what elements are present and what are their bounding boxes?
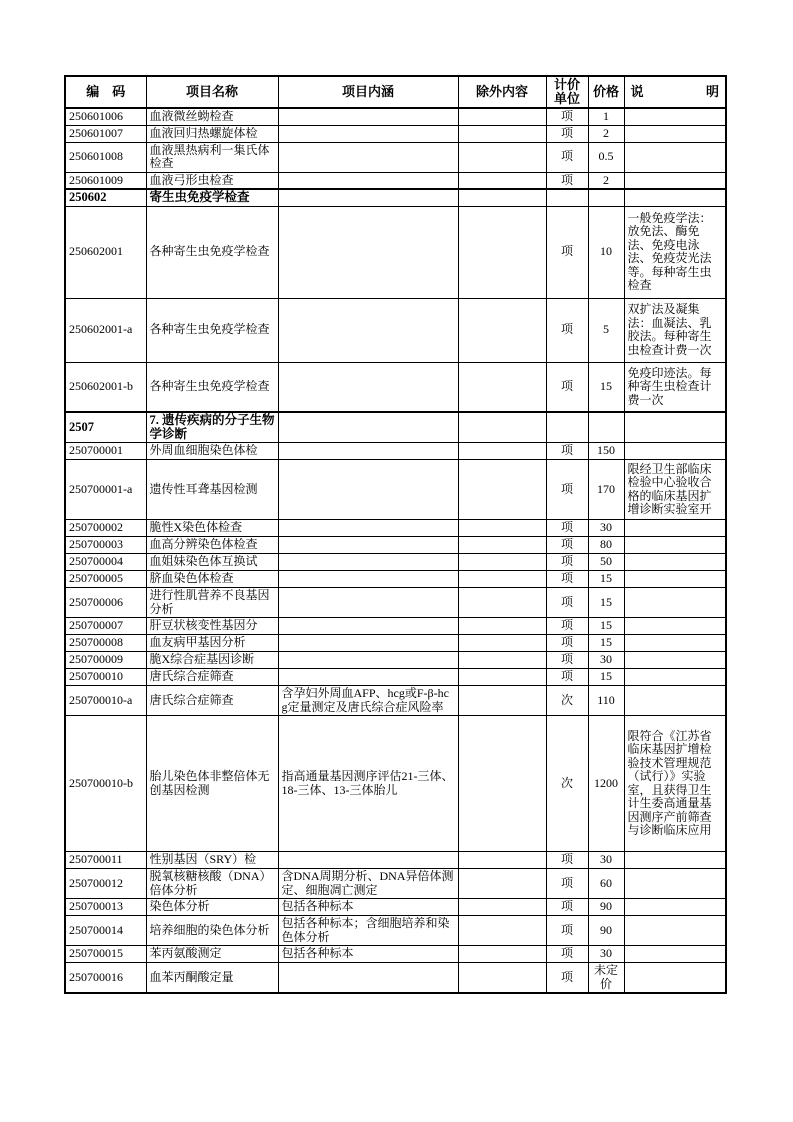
cell-price: 2	[588, 172, 624, 189]
cell-exclusion	[458, 520, 546, 537]
cell-price: 80	[588, 537, 624, 554]
cell-exclusion	[458, 635, 546, 652]
cell-name: 各种寄生虫免疫学检查	[146, 298, 278, 362]
cell-name: 胎儿染色体非整倍体无创基因检测	[146, 716, 278, 852]
cell-unit: 项	[546, 298, 588, 362]
cell-content: 包括各种标本；含细胞培养和染色体分析	[278, 916, 458, 946]
cell-price: 0.5	[588, 142, 624, 172]
cell-unit: 项	[546, 652, 588, 669]
cell-unit: 项	[546, 172, 588, 189]
cell-code: 250700010	[65, 669, 146, 686]
cell-content: 含DNA周期分析、DNA异倍体测定、细胞凋亡测定	[278, 869, 458, 899]
cell-unit: 项	[546, 571, 588, 588]
cell-unit: 次	[546, 716, 588, 852]
col-header-price: 价格	[588, 76, 624, 108]
cell-content: 包括各种标本	[278, 946, 458, 963]
cell-unit: 项	[546, 869, 588, 899]
cell-content: 指高通量基因测序评估21-三体、18-三体、13-三体胎儿	[278, 716, 458, 852]
cell-unit: 项	[546, 916, 588, 946]
cell-price: 30	[588, 852, 624, 869]
cell-note: 免疫印迹法。每种寄生虫检查计费一次	[624, 362, 726, 412]
cell-name: 性别基因（SRY）检	[146, 852, 278, 869]
cell-note	[624, 916, 726, 946]
cell-price: 150	[588, 443, 624, 460]
cell-content	[278, 142, 458, 172]
cell-name: 肝豆状核变性基因分	[146, 618, 278, 635]
cell-content	[278, 362, 458, 412]
cell-code: 250700009	[65, 652, 146, 669]
cell-price: 90	[588, 899, 624, 916]
cell-note	[624, 108, 726, 125]
cell-name: 脱氧核糖核酸（DNA）倍体分析	[146, 869, 278, 899]
cell-unit: 项	[546, 520, 588, 537]
cell-code: 250700004	[65, 554, 146, 571]
col-header-note: 说 明	[624, 76, 726, 108]
cell-name: 血姐妹染色体互换试	[146, 554, 278, 571]
table-row	[65, 537, 726, 554]
cell-content	[278, 298, 458, 362]
table-row	[65, 916, 726, 946]
cell-name: 各种寄生虫免疫学检查	[146, 206, 278, 298]
cell-price: 5	[588, 298, 624, 362]
cell-note	[624, 963, 726, 994]
cell-code: 250700002	[65, 520, 146, 537]
cell-name: 寄生虫免疫学检查	[146, 189, 278, 206]
cell-price: 30	[588, 652, 624, 669]
cell-note	[624, 520, 726, 537]
cell-price: 15	[588, 618, 624, 635]
cell-unit: 项	[546, 443, 588, 460]
cell-code: 250601009	[65, 172, 146, 189]
cell-note	[624, 571, 726, 588]
cell-unit: 项	[546, 460, 588, 520]
table-row	[65, 652, 726, 669]
cell-price	[588, 189, 624, 206]
cell-price: 10	[588, 206, 624, 298]
cell-exclusion	[458, 206, 546, 298]
cell-code: 250700014	[65, 916, 146, 946]
cell-price: 15	[588, 362, 624, 412]
section-row	[65, 412, 726, 443]
cell-exclusion	[458, 412, 546, 443]
cell-name: 血液黑热病利一集氏体检查	[146, 142, 278, 172]
cell-unit: 项	[546, 588, 588, 618]
cell-price: 50	[588, 554, 624, 571]
cell-content	[278, 172, 458, 189]
table-row	[65, 206, 726, 298]
cell-note: 限经卫生部临床检验中心验收合格的临床基因扩增诊断实验室开	[624, 460, 726, 520]
cell-note	[624, 686, 726, 716]
cell-unit	[546, 412, 588, 443]
cell-price	[588, 412, 624, 443]
cell-code: 250700006	[65, 588, 146, 618]
cell-note	[624, 125, 726, 142]
table-row	[65, 899, 726, 916]
cell-name: 血液微丝蚴检查	[146, 108, 278, 125]
cell-exclusion	[458, 916, 546, 946]
cell-price: 170	[588, 460, 624, 520]
cell-code: 250700003	[65, 537, 146, 554]
cell-content: 含孕妇外周血AFP、hcg或F-β-hcg定量测定及唐氏综合症风险率	[278, 686, 458, 716]
cell-unit: 项	[546, 142, 588, 172]
cell-content	[278, 669, 458, 686]
cell-exclusion	[458, 899, 546, 916]
cell-exclusion	[458, 172, 546, 189]
cell-price: 15	[588, 571, 624, 588]
table-row	[65, 460, 726, 520]
table-row	[65, 669, 726, 686]
cell-exclusion	[458, 460, 546, 520]
cell-code: 250700015	[65, 946, 146, 963]
cell-exclusion	[458, 142, 546, 172]
table-row	[65, 298, 726, 362]
header-row	[65, 76, 726, 108]
table-row	[65, 142, 726, 172]
cell-code: 250601008	[65, 142, 146, 172]
cell-code: 250602001	[65, 206, 146, 298]
cell-exclusion	[458, 108, 546, 125]
cell-exclusion	[458, 852, 546, 869]
cell-name: 血液弓形虫检查	[146, 172, 278, 189]
cell-name: 培养细胞的染色体分析	[146, 916, 278, 946]
table-row	[65, 172, 726, 189]
cell-price: 1200	[588, 716, 624, 852]
cell-unit: 项	[546, 852, 588, 869]
table-row	[65, 635, 726, 652]
cell-exclusion	[458, 963, 546, 994]
cell-note	[624, 189, 726, 206]
cell-code: 250700010-a	[65, 686, 146, 716]
cell-content	[278, 588, 458, 618]
cell-content	[278, 618, 458, 635]
cell-note	[624, 172, 726, 189]
cell-note	[624, 142, 726, 172]
cell-note	[624, 537, 726, 554]
cell-code: 250700013	[65, 899, 146, 916]
col-header-unit: 计价 单位	[546, 76, 588, 108]
cell-note: 一般免疫学法：放免法、酶免法、免疫电泳法、免疫荧光法等。每种寄生虫检查	[624, 206, 726, 298]
cell-unit: 项	[546, 537, 588, 554]
cell-content	[278, 206, 458, 298]
cell-content	[278, 189, 458, 206]
cell-exclusion	[458, 946, 546, 963]
cell-unit: 项	[546, 946, 588, 963]
cell-price: 15	[588, 635, 624, 652]
cell-note	[624, 852, 726, 869]
table-row	[65, 588, 726, 618]
cell-exclusion	[458, 869, 546, 899]
col-header-code: 编 码	[65, 76, 146, 108]
cell-exclusion	[458, 189, 546, 206]
cell-code: 250700010-b	[65, 716, 146, 852]
cell-name: 7. 遗传疾病的分子生物学诊断	[146, 412, 278, 443]
cell-content	[278, 635, 458, 652]
cell-code: 250700008	[65, 635, 146, 652]
cell-code: 250602001-b	[65, 362, 146, 412]
col-header-exclusion: 除外内容	[458, 76, 546, 108]
cell-note: 限符合《江苏省临床基因扩增检验技术管理规范（试行）》实验室，且获得卫生计生委高通量基因测序产前筛查与诊断临床应用	[624, 716, 726, 852]
cell-note	[624, 669, 726, 686]
cell-price: 60	[588, 869, 624, 899]
cell-code: 250700001-a	[65, 460, 146, 520]
cell-code: 250700016	[65, 963, 146, 994]
table-row	[65, 716, 726, 852]
cell-name: 脆性X染色体检查	[146, 520, 278, 537]
cell-name: 脐血染色体检查	[146, 571, 278, 588]
table-row	[65, 443, 726, 460]
cell-unit: 项	[546, 206, 588, 298]
table-row	[65, 554, 726, 571]
cell-content	[278, 554, 458, 571]
cell-price: 1	[588, 108, 624, 125]
cell-price: 未定价	[588, 963, 624, 994]
cell-code: 250700011	[65, 852, 146, 869]
cell-exclusion	[458, 669, 546, 686]
cell-code: 250601007	[65, 125, 146, 142]
cell-name: 血高分辨染色体检查	[146, 537, 278, 554]
cell-note	[624, 618, 726, 635]
cell-name: 脆X综合症基因诊断	[146, 652, 278, 669]
cell-content	[278, 520, 458, 537]
cell-note	[624, 635, 726, 652]
cell-content	[278, 460, 458, 520]
table-row	[65, 963, 726, 994]
table-row	[65, 520, 726, 537]
col-header-content: 项目内涵	[278, 76, 458, 108]
cell-name: 血友病甲基因分析	[146, 635, 278, 652]
table-row	[65, 618, 726, 635]
cell-note	[624, 946, 726, 963]
cell-note	[624, 412, 726, 443]
cell-exclusion	[458, 571, 546, 588]
table-row	[65, 108, 726, 125]
cell-name: 血苯丙酮酸定量	[146, 963, 278, 994]
table-row	[65, 686, 726, 716]
cell-content	[278, 412, 458, 443]
cell-price: 30	[588, 520, 624, 537]
cell-exclusion	[458, 125, 546, 142]
cell-note: 双扩法及凝集法：血凝法、乳胶法。每种寄生虫检查计费一次	[624, 298, 726, 362]
cell-unit: 项	[546, 963, 588, 994]
cell-price: 90	[588, 916, 624, 946]
cell-exclusion	[458, 618, 546, 635]
cell-unit: 项	[546, 125, 588, 142]
cell-name: 唐氏综合症筛查	[146, 669, 278, 686]
col-header-name: 项目名称	[146, 76, 278, 108]
cell-name: 苯丙氨酸测定	[146, 946, 278, 963]
table-row	[65, 125, 726, 142]
cell-content	[278, 443, 458, 460]
cell-code: 250700001	[65, 443, 146, 460]
cell-content	[278, 108, 458, 125]
cell-name: 染色体分析	[146, 899, 278, 916]
cell-unit: 项	[546, 362, 588, 412]
cell-content	[278, 571, 458, 588]
cell-note	[624, 899, 726, 916]
cell-code: 250700007	[65, 618, 146, 635]
cell-unit: 项	[546, 899, 588, 916]
cell-name: 进行性肌营养不良基因分析	[146, 588, 278, 618]
price-table	[64, 75, 727, 994]
cell-unit: 项	[546, 554, 588, 571]
cell-content	[278, 125, 458, 142]
cell-exclusion	[458, 716, 546, 852]
cell-content	[278, 537, 458, 554]
cell-note	[624, 588, 726, 618]
cell-code: 250602	[65, 189, 146, 206]
cell-code: 250700005	[65, 571, 146, 588]
cell-note	[624, 554, 726, 571]
cell-unit: 项	[546, 108, 588, 125]
cell-exclusion	[458, 588, 546, 618]
cell-unit: 项	[546, 635, 588, 652]
table-body	[65, 108, 726, 993]
cell-unit	[546, 189, 588, 206]
table-row	[65, 869, 726, 899]
table-row	[65, 362, 726, 412]
cell-price: 30	[588, 946, 624, 963]
table-row	[65, 571, 726, 588]
cell-content	[278, 852, 458, 869]
section-row	[65, 189, 726, 206]
cell-exclusion	[458, 537, 546, 554]
cell-code: 250601006	[65, 108, 146, 125]
cell-content	[278, 652, 458, 669]
cell-code: 250602001-a	[65, 298, 146, 362]
cell-content: 包括各种标本	[278, 899, 458, 916]
cell-name: 遗传性耳聋基因检测	[146, 460, 278, 520]
cell-price: 110	[588, 686, 624, 716]
cell-unit: 项	[546, 618, 588, 635]
cell-unit: 次	[546, 686, 588, 716]
cell-note	[624, 652, 726, 669]
cell-exclusion	[458, 652, 546, 669]
cell-price: 15	[588, 669, 624, 686]
cell-exclusion	[458, 298, 546, 362]
cell-content	[278, 963, 458, 994]
cell-exclusion	[458, 362, 546, 412]
table-header	[65, 76, 726, 108]
table-row	[65, 946, 726, 963]
cell-exclusion	[458, 686, 546, 716]
cell-note	[624, 869, 726, 899]
cell-name: 各种寄生虫免疫学检查	[146, 362, 278, 412]
cell-name: 唐氏综合症筛查	[146, 686, 278, 716]
cell-exclusion	[458, 554, 546, 571]
cell-price: 2	[588, 125, 624, 142]
cell-unit: 项	[546, 669, 588, 686]
cell-name: 外周血细胞染色体检	[146, 443, 278, 460]
cell-exclusion	[458, 443, 546, 460]
cell-note	[624, 443, 726, 460]
cell-code: 250700012	[65, 869, 146, 899]
cell-price: 15	[588, 588, 624, 618]
table-row	[65, 852, 726, 869]
cell-name: 血液回归热螺旋体检	[146, 125, 278, 142]
cell-code: 2507	[65, 412, 146, 443]
